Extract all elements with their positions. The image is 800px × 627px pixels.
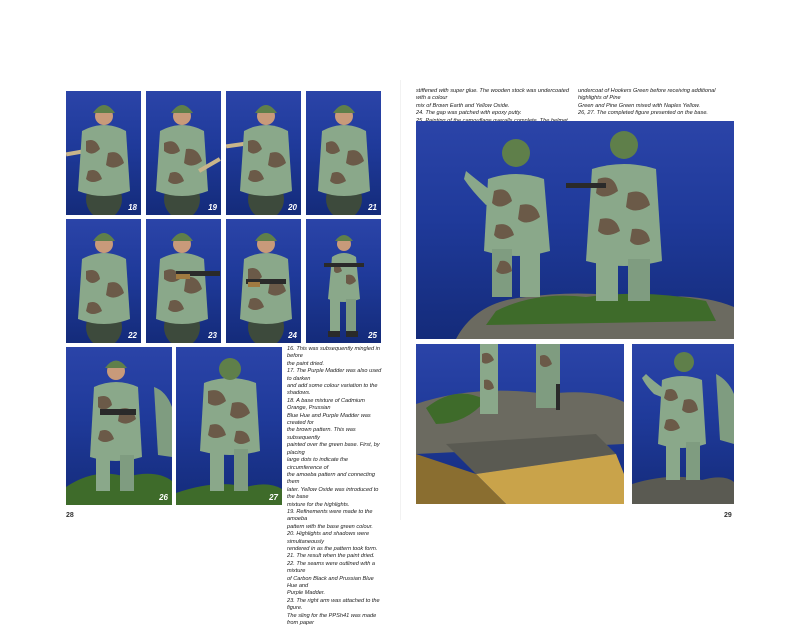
caption-line: The sling for the PPSh41 was made from paper — [287, 612, 377, 627]
step-photo-23 — [146, 219, 221, 343]
caption-line: and add some colour variation to the shadows. — [287, 383, 378, 397]
completed-photo-26 — [66, 347, 172, 505]
figure-illustration — [306, 91, 381, 215]
figure-illustration — [66, 219, 141, 343]
caption-line: mixture for the highlights. — [287, 501, 350, 508]
figure-illustration — [66, 347, 172, 505]
caption-line: 23. The right arm was attached to the figure. — [287, 597, 380, 612]
figure-illustration — [66, 91, 141, 215]
diorama-photo-main — [416, 121, 734, 339]
caption-line: 20. Highlights and shadows were simultaneously — [287, 531, 370, 545]
caption-line: pattern with the base green colour. — [287, 523, 373, 530]
caption-line: Green and Pine Green mixed with Naples Yellow. — [578, 102, 701, 109]
caption-line: of Carbon Black and Prussian Blue Hue and — [287, 575, 374, 589]
diorama-base-illustration — [416, 344, 624, 504]
caption-line: stiffened with super glue. The wooden stock was undercoated with a colour — [416, 88, 569, 102]
caption-line: 19. Refinements were made to the amoeba — [287, 508, 373, 523]
completed-photo-27 — [176, 347, 282, 505]
figure-illustration — [226, 91, 301, 215]
step-photo-19 — [146, 91, 221, 215]
step-photo-24 — [226, 219, 301, 343]
caption-line: Purple Madder. — [287, 590, 326, 597]
step-photo-25 — [306, 219, 381, 343]
figure-illustration — [146, 219, 221, 343]
step-photo-21 — [306, 91, 381, 215]
caption-line: later. Yellow Oxide was introduced to the base — [287, 486, 379, 501]
photo-number: 27 — [269, 493, 278, 502]
page-number-right: 29 — [724, 512, 732, 519]
caption-line: 18. A base mixture of Cadmium Orange, Prussian — [287, 397, 365, 412]
caption-line: 21. The result when the paint dried. — [287, 553, 375, 560]
caption-line: Blue Hue and Purple Madder was created for — [287, 412, 371, 427]
caption-line: the paint dried. — [287, 360, 325, 367]
caption-line: 16. This was subsequently mingled in before — [287, 346, 380, 360]
photo-number: 25 — [368, 331, 377, 340]
photo-number: 23 — [208, 331, 217, 340]
caption-line: the amoeba pattern and connecting them — [287, 471, 376, 486]
diorama-illustration — [416, 121, 734, 339]
page-number-left: 28 — [66, 512, 74, 519]
figure-illustration — [226, 219, 301, 343]
caption-line: the brown pattern. This was subsequently — [287, 427, 356, 441]
caption-line: large dots to indicate the circumference of — [287, 457, 348, 471]
caption-line: mix of Brown Earth and Yellow Oxide. — [416, 102, 510, 109]
caption-line: undercoat of Hookers Green before receiving additional highlights of Pine — [578, 88, 716, 102]
step-photo-22 — [66, 219, 141, 343]
photo-number: 19 — [208, 203, 217, 212]
figure-illustration — [306, 219, 381, 343]
photo-number: 20 — [288, 203, 297, 212]
caption-line: 22. The seams were outlined with a mixture — [287, 560, 375, 575]
photo-number: 26 — [159, 493, 168, 502]
step-photo-18 — [66, 91, 141, 215]
page-gutter — [400, 80, 401, 520]
step-photo-20 — [226, 91, 301, 215]
photo-number: 22 — [128, 331, 137, 340]
photo-number: 21 — [368, 203, 377, 212]
figure-illustration — [632, 344, 734, 504]
photo-number: 24 — [288, 331, 297, 340]
photo-number: 18 — [128, 203, 137, 212]
caption-line: 17. The Purple Madder was also used to darken — [287, 368, 382, 382]
caption-line: painted over the green base. First, by placing — [287, 442, 380, 456]
figure-illustration — [176, 347, 282, 505]
caption-line: 24. The gap was patched with epoxy putty. — [416, 110, 522, 117]
figure-illustration — [146, 91, 221, 215]
caption-column — [287, 346, 383, 627]
caption-line: rendered in as the pattern took form. — [287, 545, 378, 552]
caption-line: 26, 27. The completed figure presented on the base. — [578, 110, 708, 117]
caption-column-2 — [578, 88, 738, 118]
figure-photo-side — [632, 344, 734, 504]
diorama-photo-base — [416, 344, 624, 504]
